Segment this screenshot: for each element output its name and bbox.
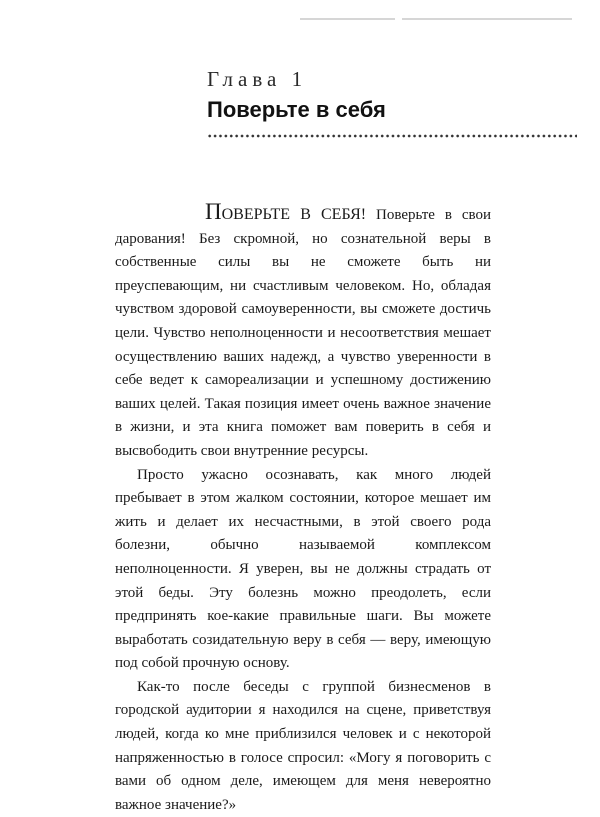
chapter-label: Глава 1 <box>207 67 308 91</box>
header-rule-left <box>300 18 395 20</box>
chapter-title: Поверьте в себя <box>207 97 386 122</box>
paragraph-1-text: Поверьте в свои дарования! Без скромной, но сознательной веры в собственные силы вы не сможете быть ни преуспевающим, ни счастливым человеком. Но, обладая чувством здоровой самоуверенности, вы сможете достичь цели. Чувство неполноценности и несоответствия мешает осуществлению ваших надежд, а чувство уверенности в себе ведет к самореализации и успешному достижению ваших целей. Такая позиция имеет очень важное значение в жизни, и эта книга поможет вам поверить в себя и высвободить свои внутренние ресурсы. <box>115 207 491 459</box>
paragraph-2: Просто ужасно осознавать, как много людей пребывает в этом жалком состоянии, которое мешает им жить и делает их несчастными, в этой своего рода болезни, обычно называемой комплексом неполноценности. Я уверен, вы не должны страдать от этой беды. Эту болезнь можно преодолеть, если предпринять кое-какие правильные шаги. Вы можете выработать созидательную веру в себя — веру, имеющую под собой прочную основу. <box>115 466 491 672</box>
dotted-divider <box>207 133 577 139</box>
chapter-body <box>115 199 491 817</box>
drop-cap-letter: П <box>205 199 222 224</box>
lead-in-caps: ОВЕРЬТЕ В СЕБЯ! <box>221 206 367 223</box>
paragraph-1 <box>115 199 491 464</box>
header-rule-right <box>402 18 572 20</box>
paragraph-3: Как-то после беседы с группой бизнесменов в городской аудитории я находился на сцене, приветствуя людей, когда ко мне приблизился человек и с некоторой напряженностью в голосе спросил: «Могу я поговорить с вами об одном деле, имеющем для меня невероятно важное значение?» <box>115 678 491 813</box>
